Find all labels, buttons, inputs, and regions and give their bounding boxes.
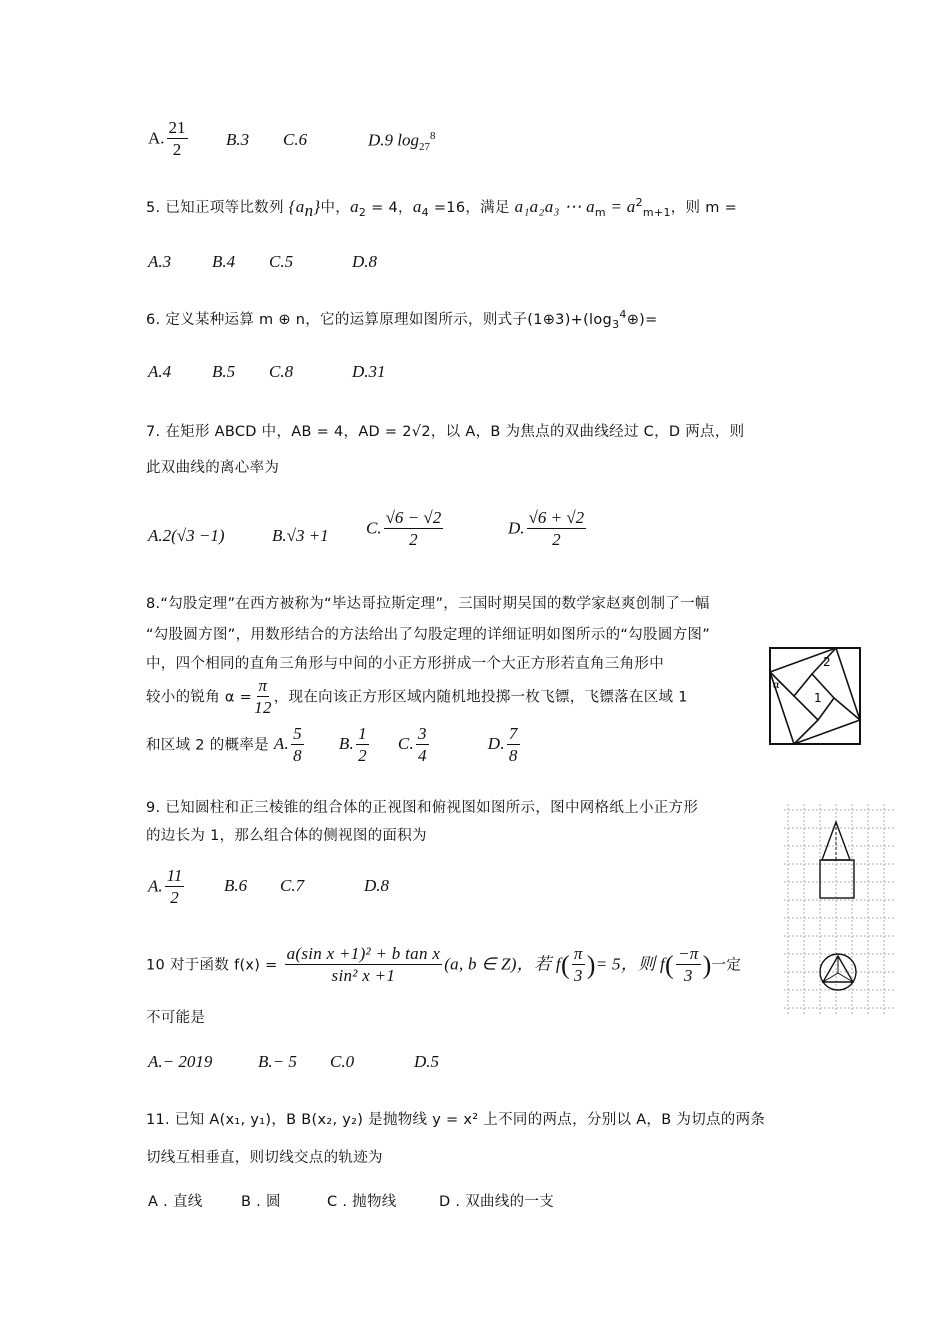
q10-eq5: = 5，则 f [595,954,666,974]
q5-a4-val: =16，满足 [428,200,515,216]
q11-option-b: B . 圆 [241,1194,281,1210]
q8-line5-text: 和区域 2 的概率是 [146,737,269,754]
q8-a-den: 8 [293,746,302,765]
q11-option-d: D . 双曲线的一支 [439,1194,554,1210]
q10-num: a(sin x +1)² + b tan x [286,944,441,963]
q10-stem [146,944,741,987]
q10-option-c: C.0 [330,1052,355,1071]
q8-b-prefix: B. [338,734,355,754]
q10-cond: (a, b ∈ Z)，若 f [444,954,561,974]
q7-d-den: 2 [552,530,561,549]
paren-open: ( [560,950,570,980]
q8-line1: 8.“勾股定理”在西方被称为“毕达哥拉斯定理”，三国时期吴国的数学家赵爽创制了一幅 [146,596,710,612]
q10-three-2: 3 [683,966,693,985]
q7-option-d [508,508,588,551]
q5-a2-sub: 2 [358,205,367,219]
q4-a-prefix: A. [148,128,165,148]
q6-option-c: C.8 [269,362,294,381]
q8-twelve: 12 [254,698,272,717]
q6-text: 6. 定义某种运算 m ⊕ n，它的运算原理如图所示，则式子(1⊕3)+(log [146,312,613,328]
q8-c-den: 4 [418,746,427,765]
q5-text1: 5. 已知正项等比数列 [146,200,284,216]
q5-stem [146,196,737,221]
q8-d-prefix: D. [487,734,505,754]
q5-sub-m1: m+1 [642,205,671,219]
q7-d-prefix: D. [508,518,525,538]
q4-option-c: C.6 [283,130,308,149]
q8-b-num: 1 [358,724,367,743]
q7-option-b: B.√3 +1 [272,526,329,545]
paren-open-2: ( [665,950,674,980]
q8-line5 [146,724,522,767]
q7-c-prefix: C. [366,518,382,538]
alpha-label: α [773,680,780,691]
q5-eq: = a [605,197,636,216]
q9-option-b: B.6 [224,876,248,895]
q4-a-den: 2 [172,140,182,159]
q8-b-den: 2 [358,746,367,765]
q10-option-a: A.− 2019 [148,1052,213,1071]
q8-option-d [487,724,522,765]
q7-option-a: A.2(√3 −1) [148,526,225,545]
q10-option-b: B.− 5 [258,1052,297,1071]
q9-a-prefix: A. [148,876,163,896]
q10-pi: π [573,944,583,963]
q4-d-sub: 27 [419,141,430,154]
q8-option-c [397,724,431,765]
region-2-label: 2 [823,655,831,669]
q9-option-a [148,866,186,909]
q6-option-d: D.31 [352,362,386,381]
q4-d-text: D.9 log [368,130,419,150]
q7-line2: 此双曲线的离心率为 [146,460,280,476]
q6-option-b: B.5 [212,362,236,381]
q9-option-c: C.7 [280,876,305,895]
q5-sup2: 2 [635,196,643,210]
q5-prod: a₁a₂a₃ ⋯ a [514,197,595,216]
q9-line2: 的边长为 1，那么组合体的侧视图的面积为 [146,828,427,844]
q5-option-c: C.5 [269,252,294,271]
q9-option-d: D.8 [364,876,390,895]
q8-pi: π [258,676,268,695]
q5-a2: a [350,197,359,216]
q6-option-a: A.4 [148,362,172,381]
q5-tail: ，则 m = [670,200,738,216]
q8-line3: 中，四个相同的直角三角形与中间的小正方形拼成一个大正方形若直角三角形中 [146,656,664,672]
q6-sub: 3 [612,317,620,331]
q5-option-d: D.8 [352,252,378,271]
q10-lead: 10 对于函数 f(x) = [146,957,278,974]
q7-c-num: √6 − √2 [385,508,442,527]
q4-option-d [368,130,436,153]
three-view-grid-figure [782,800,898,1018]
q5-a2-val: = 4， [366,200,413,216]
q8-c-prefix: C. [397,734,415,754]
front-view-cylinder [820,860,854,898]
q6-stem [146,308,658,331]
q10-tail: 一定 [711,957,742,974]
q10-den: sin² x +1 [331,966,396,985]
q11-line2: 切线互相垂直，则切线交点的轨迹为 [146,1150,383,1166]
q4-a-num: 21 [168,118,186,137]
q8-d-num: 7 [508,724,518,743]
q5-seq: {a [288,197,305,216]
q8-line4 [146,676,688,719]
q8-a-prefix: A. [273,734,290,754]
q8-line4b: ，现在向该正方形区域内随机地投掷一枚飞镖，飞镖落在区域 1 [273,689,688,706]
paren-close-2: ) [702,950,712,980]
q5-a4: a [412,197,422,216]
q4-option-b: B.3 [226,130,250,149]
q5-seq-sub: n [304,200,314,220]
q10-option-d: D.5 [414,1052,440,1071]
q11-option-a: A . 直线 [148,1194,203,1210]
q7-option-c [366,508,445,551]
q6-sup: 4 [619,308,627,322]
q7-d-num: √6 + √2 [528,508,585,527]
q8-a-num: 5 [293,724,302,743]
q5-text2: 中， [320,200,351,216]
q7-line1: 7. 在矩形 ABCD 中，AB = 4，AD = 2√2，以 A，B 为焦点的双曲线经过 C，D 两点，则 [146,424,745,440]
paren-close: ) [586,950,596,980]
q8-d-den: 8 [508,746,518,765]
q11-option-c: C . 抛物线 [327,1194,397,1210]
q10-three: 3 [573,966,583,985]
q9-a-den: 2 [170,888,179,907]
pythagorean-square-figure [766,644,864,748]
region-1-label: 1 [814,691,822,705]
q11-line1: 11. 已知 A(x₁, y₁)，B B(x₂, y₂) 是抛物线 y = x² 上不同的两点，分别以 A，B 为切点的两条 [146,1112,766,1128]
q6-tail: ⊕)= [626,312,658,328]
q4-d-sup: 8 [430,130,436,142]
q7-c-den: 2 [409,530,418,549]
q8-option-b [338,724,371,765]
q10-line2: 不可能是 [146,1010,206,1026]
q5-seq-end: } [313,197,321,216]
q5-option-b: B.4 [212,252,236,271]
q9-line1: 9. 已知圆柱和正三棱锥的组合体的正视图和俯视图如图所示，图中网格纸上小正方形 [146,800,699,816]
q8-line2: “勾股圆方图”，用数形结合的方法给出了勾股定理的详细证明如图所示的“勾股圆方图” [146,627,711,643]
q8-line4a: 较小的锐角 α = [146,689,253,706]
q5-option-a: A.3 [148,252,172,271]
q5-prod-sub: m [594,205,606,219]
q10-neg-pi: −π [677,944,699,963]
q5-a4-sub: 4 [421,205,429,219]
q4-option-a [148,118,190,161]
q9-a-num: 11 [166,866,183,885]
q8-c-num: 3 [418,724,427,743]
q8-option-a [273,724,306,765]
